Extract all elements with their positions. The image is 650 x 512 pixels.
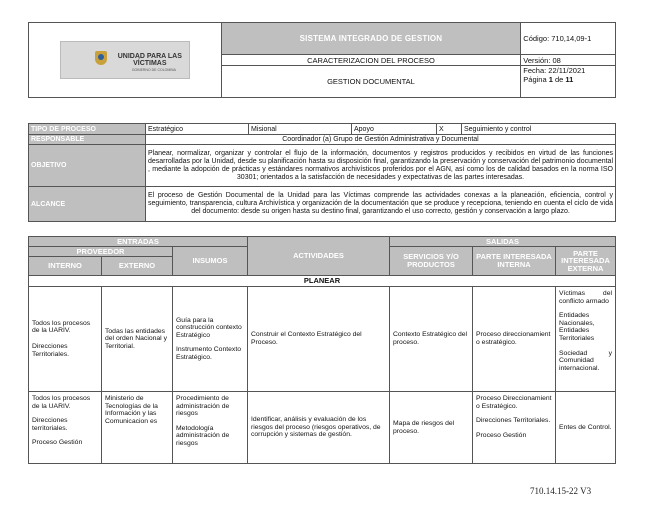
logo-subtext: GOBIERNO DE COLOMBIA xyxy=(131,68,176,72)
characterization-table xyxy=(28,236,616,464)
pagina-prefix: Página xyxy=(523,75,549,84)
row2-insumos xyxy=(173,392,248,464)
row2-interno xyxy=(29,392,102,464)
doc-title: CARACTERIZACION DEL PROCESO xyxy=(221,55,521,66)
row1-externo-1: Todas las entidades del orden Nacional y Territorial. xyxy=(105,327,167,350)
header-table xyxy=(28,22,616,98)
responsable-label: RESPONSABLE xyxy=(29,135,146,145)
row2-interna-2: Direcciones Territoriales. xyxy=(476,417,551,425)
row2-interno-2: Direcciones territoriales. xyxy=(32,417,68,432)
page-total: 11 xyxy=(565,75,574,84)
row1-externo xyxy=(102,287,173,392)
process-info-table xyxy=(28,123,616,222)
row1-externa-1: Víctimas del conflicto armado xyxy=(559,290,612,305)
logo-text: UNIDAD PARA LAS VÍCTIMAS xyxy=(117,53,182,67)
page-number: 1 xyxy=(548,75,553,84)
row2-insumos-2: Metodología administración de riesgos xyxy=(176,424,230,447)
row1-interno-1: Todos los procesos de la UARIV. xyxy=(32,319,91,335)
alcance-value: El proceso de Gestión Documental de la Unidad para las Víctimas comprende las actividades conexas a la planeación, eficiencia, control y seguimiento, transparencia, cultura Archivística y organización de la documentación que se produce y recepciona, teniendo en cuenta el ciclo de vida del documento: desde su origen hasta su destino final, garantizando el uso correcto, gestión y conservación a largo plazo. xyxy=(146,187,616,222)
proveedor-header: PROVEEDOR xyxy=(29,247,173,257)
row1-insumos-1: Guía para la construcción contexto Estratégico xyxy=(176,316,242,339)
row1-insumos xyxy=(173,287,248,392)
row2-actividades: Identificar, análisis y evaluación de los riesgos del proceso (riesgos operativos, de corrupción y sistemas de gestión. xyxy=(248,392,390,464)
fecha-pagina-cell xyxy=(521,66,616,98)
footer-code: 710.14.15-22 V3 xyxy=(530,486,592,496)
row1-parte-externa xyxy=(556,287,616,392)
row1-parte-interna: Proceso direccionamient o estratégico. xyxy=(473,287,556,392)
pagina xyxy=(523,75,613,84)
row2-servicios: Mapa de riesgos del proceso. xyxy=(390,392,473,464)
pagina-mid: de xyxy=(552,75,566,84)
row1-interno xyxy=(29,287,102,392)
externo-header: EXTERNO xyxy=(102,257,173,276)
tipo-apoyo-mark: X xyxy=(437,124,462,135)
salidas-header: SALIDAS xyxy=(390,237,616,247)
row2-externo-1: Ministerio de Tecnologías de la Información y las Comunicacion es xyxy=(105,395,158,425)
row2-insumos-1: Procedimiento de administración de riesgos xyxy=(176,395,230,418)
tipo-misional: Misional xyxy=(249,124,352,135)
fecha: Fecha: 22/11/2021 xyxy=(523,66,586,75)
entradas-header: ENTRADAS xyxy=(29,237,248,247)
row1-servicios: Contexto Estratégico del proceso. xyxy=(390,287,473,392)
actividades-header: ACTIVIDADES xyxy=(248,237,390,276)
responsable-value: Coordinador (a) Grupo de Gestión Administrativa y Documental xyxy=(146,135,616,145)
row1-externa-2: Entidades Nacionales, Entidades Territoriales xyxy=(559,312,595,342)
insumos-header: INSUMOS xyxy=(173,247,248,276)
row1-insumos-2: Instrumento Contexto Estratégico. xyxy=(176,346,241,361)
tipo-apoyo: Apoyo xyxy=(352,124,437,135)
version: Versión: 08 xyxy=(521,55,616,66)
objetivo-value: Planear, normalizar, organizar y controlar el flujo de la información, documentos y registros producidos y recibidos en virtud de las funciones desarrolladas por la Unidad, desde su planificación hasta su disposición final, garantizando la preservación y conservación del patrimonio documental , mediante la adopción de prácticas y estándares normativos archivísticos proferidos por el AGN, así como los de calidad basados en la norma ISO 30301; orientados a la satisfacción de necesidades y expectativas de las partes interesadas. xyxy=(146,145,616,187)
parte-interna-header: PARTE INTERESADA INTERNA xyxy=(473,247,556,276)
servicios-header: SERVICIOS Y/O PRODUCTOS xyxy=(390,247,473,276)
row1-interno-2: Direcciones Territoriales. xyxy=(32,343,70,358)
table-row xyxy=(29,287,616,392)
objetivo-label: OBJETIVO xyxy=(29,145,146,187)
interno-header: INTERNO xyxy=(29,257,102,276)
logo xyxy=(60,41,190,79)
row2-interna-1: Proceso Direccionamient o Estratégico. xyxy=(476,395,552,410)
section-planear: PLANEAR xyxy=(29,276,616,287)
system-title: SISTEMA INTEGRADO DE GESTION xyxy=(299,34,443,43)
process-name: GESTION DOCUMENTAL xyxy=(221,66,521,98)
system-title-cell xyxy=(221,23,521,55)
alcance-label: ALCANCE xyxy=(29,187,146,222)
tipo-seguimiento: Seguimiento y control xyxy=(462,124,616,135)
tipo-label: TIPO DE PROCESO xyxy=(29,124,146,135)
row1-actividades: Construir el Contexto Estratégico del Proceso. xyxy=(248,287,390,392)
row2-parte-interna xyxy=(473,392,556,464)
row1-externa-3: Sociedad y Comunidad internacional. xyxy=(559,349,612,372)
table-row xyxy=(29,392,616,464)
logo-cell xyxy=(29,23,222,98)
coat-of-arms-icon xyxy=(95,51,107,65)
row2-interno-1: Todos los procesos de la UARIV. xyxy=(32,395,91,410)
row2-externo xyxy=(102,392,173,464)
row2-parte-externa: Entes de Control. xyxy=(556,392,616,464)
row2-interna-3: Proceso Gestión xyxy=(476,431,527,439)
row2-interno-3: Proceso Gestión xyxy=(32,439,83,447)
codigo: Código: 710,14,09-1 xyxy=(521,23,616,55)
tipo-estrategico: Estratégico xyxy=(146,124,249,135)
parte-externa-header: PARTE INTERESADA EXTERNA xyxy=(556,247,616,276)
